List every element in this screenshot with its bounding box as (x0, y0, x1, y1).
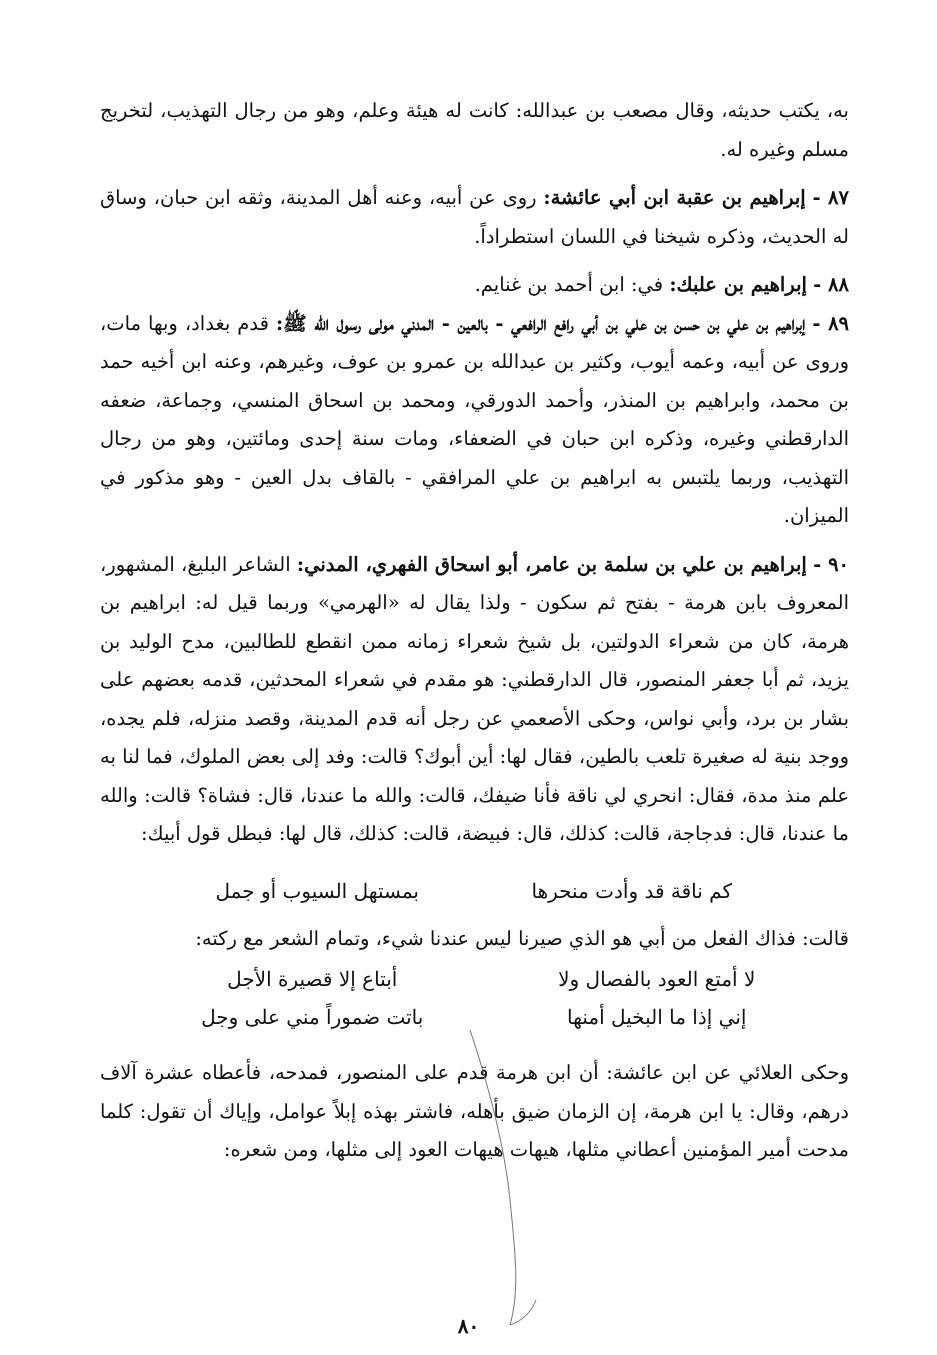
verse-line (100, 960, 849, 998)
mid-paragraph (100, 920, 849, 959)
entry-text: قدم بغداد، وبها مات، وروى عن أبيه، وعمه أيوب، وكثير بن عبدالله بن عمرو بن عوف، وغيرهم، وعنه ابن أخيه حمد بن محمد، وابراهيم بن المنذر، وأحمد الدورقي، ومحمد بن اسحاق المنسي، وجماعة، ضعفه الدارقطني وغيره، وذكره ابن حبان في الضعفاء، ومات سنة إحدى ومائتين، وهو من رجال التهذيب، وربما يلتبس به ابراهيم بن علي المرافقي - بالقاف بدل العين - وهو مذكور في الميزان. (100, 311, 849, 527)
paragraph-continuation (100, 92, 849, 169)
entry-87 (100, 179, 849, 256)
entry-text: في: ابن أحمد بن غنايم. (474, 273, 670, 296)
entry-heading: إبراهيم بن عقبة ابن أبي عائشة: (543, 186, 806, 209)
entry-number: ٨٨ - (813, 273, 849, 296)
entry-88 (100, 266, 849, 305)
verse-second-hemistich: أبتاع إلا قصيرة الأجل (227, 967, 398, 991)
entry-90 (100, 546, 849, 854)
poem (100, 960, 849, 1036)
verse-second-hemistich: باتت ضموراً مني على وجل (201, 1005, 424, 1029)
verse-line (100, 872, 849, 910)
entry-heading: إبراهيم بن علي بن سلمة بن عامر، أبو اسحاق الفهري، المدني: (296, 552, 807, 576)
entry-heading: إبراهيم بن علي بن حسن بن علي بن أبي رافع الرافعي - بالعين - المدني مولى رسول الله ﷺ: (275, 311, 806, 335)
entry-text: روى عن أبيه، وعنه أهل المدينة، وثقه ابن حبان، وساق له الحديث، وذكره شيخنا في اللسان استطراداً. (100, 186, 849, 248)
verse-second-hemistich: بمستهل السيوب أو جمل (215, 878, 419, 903)
entry-text: الشاعر البليغ، المشهور، المعروف بابن هرمة - بفتح ثم سكون - ولذا يقال له «الهرمي» وربما قيل له: ابراهيم بن هرمة، كان من شعراء الدولتين، بل شيخ شعراء زمانه ممن انقطع للطالبين، مدح الوليد بن يزيد، ثم أبا جعفر المنصور، قال الدارقطني: هو مقدم في شعراء المحدثين، قدمه بعضهم على بشار بن برد، وأبي نواس، وحكى الأصعمي عن رجل أنه قدم المدينة، وقصد منزله، فلم يجده، ووجد بنية له صغيرة تلعب بالطين، فقال لها: أين أبوك؟ قالت: وفد إلى بعض الملوك، فما لنا به علم منذ مدة، فقال: انحري لي ناقة فأنا ضيفك، قالت: والله ما عندنا، قال: فشاة؟ قالت: والله ما عندنا، قال: فدجاجة، قالت: كذلك، قال: فبيضة، قالت: كذلك، قال لها: فبطل قول أبيك: (100, 552, 849, 845)
paragraph-text: قالت: فذاك الفعل من أبي هو الذي صيرنا ليس عندنا شيء، وتمام الشعر مع ركته: (195, 926, 849, 950)
verse-first-hemistich: إني إذا ما البخيل أمنها (567, 1005, 747, 1029)
paragraph-text: به، يكتب حديثه، وقال مصعب بن عبدالله: كانت له هيئة وعلم، وهو من رجال التهذيب، لتخريج مسلم وغيره له. (100, 99, 849, 161)
verse-first-hemistich: كم ناقة قد وأدت منحرها (531, 878, 733, 903)
paragraph-text: وحكى العلائي عن ابن عائشة: أن ابن هرمة قدم على المنصور، فمدحه، فأعطاه عشرة آلاف درهم، وقال: يا ابن هرمة، إن الزمان ضيق بأهله، فاشتر بهذه إبلاً عوامل، وإياك أن تقول: كلما مدحت أمير المؤمنين أعطاني مثلها، هيهات هيهات العود إلى مثلها، ومن شعره: (100, 1061, 849, 1161)
paper-fold-mark (450, 1030, 540, 1330)
entry-heading: إبراهيم بن علبك: (669, 273, 807, 296)
verse-first-hemistich: لا أمتع العود بالفصال ولا (558, 967, 756, 991)
entry-number: ٨٩ - (812, 311, 850, 335)
page-number: ٨٠ (457, 1314, 480, 1338)
entry-number: ٩٠ - (813, 552, 850, 576)
entry-89 (100, 305, 849, 536)
entry-number: ٨٧ - (812, 186, 849, 209)
